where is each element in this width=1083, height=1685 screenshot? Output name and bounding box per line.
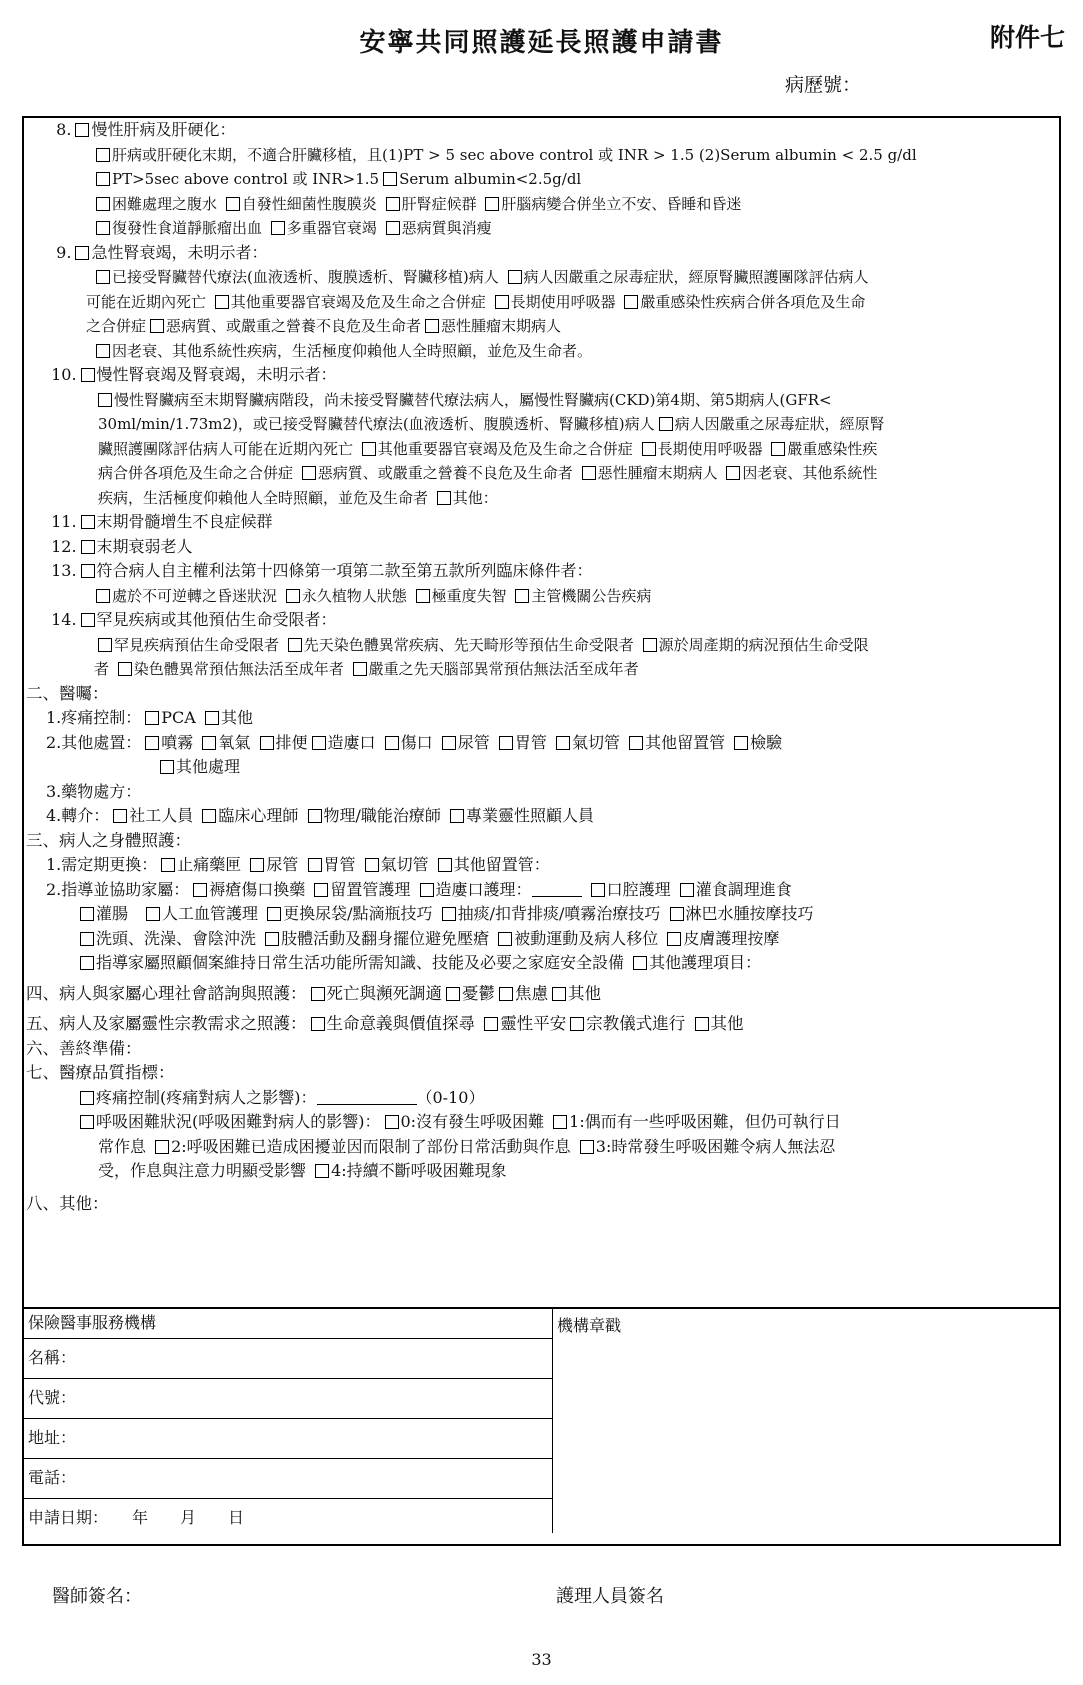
item-13 [26, 559, 1057, 584]
option-label: 專業靈性照顧人員 [466, 806, 595, 825]
item-text: 嚴重感染性疾病合併各項危及生命 [640, 292, 866, 311]
option-label: 其他處理 [176, 757, 241, 776]
checkbox[interactable] [442, 907, 456, 921]
item-10-line-2 [26, 412, 1057, 437]
checkbox[interactable] [499, 987, 513, 1001]
item-title: 末期骨髓增生不良症候群 [96, 512, 273, 531]
option-label: 胃管 [323, 855, 356, 874]
checkbox[interactable] [96, 589, 110, 603]
option-label: 噴霧 [161, 732, 194, 752]
checkbox[interactable] [425, 319, 439, 333]
orders-other-extra [26, 755, 1057, 780]
item-text: 先天染色體異常疾病、先天畸形等預估生命受限者 [303, 635, 634, 654]
item-number: 8. [56, 120, 72, 139]
option-label: 0:沒有發生呼吸困難 [400, 1112, 545, 1131]
body-care-guide-line-4 [26, 951, 1057, 976]
option-label: 造廔口護理： [435, 879, 532, 899]
checkbox[interactable] [450, 809, 464, 823]
field-label: 呼吸困難狀況(呼吸困難對病人的影響)： [96, 1112, 381, 1131]
option-label: 其他 [710, 1014, 744, 1033]
option-label: 死亡與瀕死調適 [326, 983, 442, 1003]
option-label: 被動運動及病人移位 [514, 928, 659, 948]
item-text: 因老衰、其他系統性 [742, 464, 878, 482]
checkbox[interactable] [80, 1115, 94, 1129]
checkbox[interactable] [288, 638, 302, 652]
checkbox[interactable] [353, 662, 367, 676]
option-label: 傷口 [400, 732, 433, 752]
checkbox[interactable] [771, 442, 785, 456]
option-label: 造廔口 [327, 732, 376, 752]
checkbox[interactable] [556, 736, 570, 750]
checkbox[interactable] [80, 932, 94, 946]
option-label: 其他留置管： [453, 855, 550, 874]
checkbox[interactable] [670, 907, 684, 921]
checkbox[interactable] [438, 858, 452, 872]
option-label: 4:持續不斷呼吸困難現象 [331, 1161, 507, 1180]
checkbox[interactable] [386, 221, 400, 235]
item-text: 復發性食道靜脈瘤出血 [112, 219, 263, 237]
item-text: 之合併症 [86, 317, 147, 335]
item-8-line-3 [26, 192, 1057, 217]
item-text: 染色體異常預估無法活至成年者 [133, 660, 344, 678]
checkbox[interactable] [570, 1017, 584, 1031]
option-label: 生命意義與價值探尋 [326, 1014, 475, 1033]
item-text: 極重度失智 [431, 586, 507, 605]
institution-address-field[interactable]: 地址： [24, 1419, 552, 1459]
checkbox[interactable] [81, 613, 95, 627]
item-text: 困難處理之腹水 [112, 194, 218, 213]
checkbox[interactable] [552, 987, 566, 1001]
checkbox[interactable] [80, 907, 94, 921]
item-text: 肝腎症候群 [401, 194, 477, 213]
checkbox[interactable] [193, 883, 207, 897]
item-text: Serum albumin<2.5g/dl [399, 170, 582, 188]
checkbox[interactable] [308, 858, 322, 872]
checkbox[interactable] [311, 1017, 325, 1031]
section-title: 四、病人與家屬心理社會諮詢與照護： [26, 983, 307, 1003]
checkbox[interactable] [202, 809, 216, 823]
item-9 [26, 241, 1057, 266]
option-label: 其他 [220, 708, 253, 727]
item-number: 12. [51, 536, 77, 556]
item-text: 其他重要器官衰竭及危及生命之合併症 [377, 439, 633, 458]
item-text: 處於不可逆轉之昏迷狀況 [112, 586, 278, 605]
item-number: 9. [56, 242, 72, 262]
checkbox[interactable] [582, 466, 596, 480]
checkbox[interactable] [495, 295, 509, 309]
section-others: 八、其他： [26, 1193, 109, 1213]
item-text: 其他： [452, 488, 498, 507]
option-label: 尿管 [266, 855, 299, 874]
item-10-line-3 [26, 437, 1057, 462]
option-label: 物理/職能治療師 [323, 806, 441, 825]
checkbox[interactable] [629, 736, 643, 750]
checkbox[interactable] [642, 442, 656, 456]
checkbox[interactable] [146, 907, 160, 921]
checkbox[interactable] [226, 197, 240, 211]
appendix-label: 附件七 [989, 23, 1065, 52]
item-number: 10. [51, 365, 77, 384]
checkbox[interactable] [726, 466, 740, 480]
item-8 [26, 118, 1057, 143]
checkbox[interactable] [385, 1115, 399, 1129]
option-label: 更換尿袋/點滴瓶技巧 [283, 904, 433, 923]
checkbox[interactable] [508, 270, 522, 284]
item-number: 13. [51, 561, 77, 580]
application-date-field[interactable]: 申請日期： 年 月 日 [28, 1508, 245, 1527]
checkbox[interactable] [267, 907, 281, 921]
checkbox[interactable] [286, 589, 300, 603]
option-label: 排便 [275, 732, 308, 752]
body-care-guide-line-3 [26, 927, 1057, 952]
item-title: 末期衰弱老人 [96, 536, 193, 556]
orders-pain-control [26, 706, 1057, 731]
institution-phone-field[interactable]: 電話： [24, 1459, 552, 1499]
item-text: 長期使用呼吸器 [657, 439, 763, 458]
stoma-care-blank[interactable] [532, 882, 582, 897]
item-text: 多重器官衰竭 [286, 219, 377, 237]
section-orders-title: 二、醫囑： [26, 683, 109, 703]
stamp-label: 機構章戳 [557, 1316, 622, 1335]
checkbox[interactable] [271, 221, 285, 235]
form-frame [22, 116, 1061, 1546]
item-text: 自發性細菌性腹膜炎 [241, 194, 377, 213]
checkbox[interactable] [215, 295, 229, 309]
option-label: 灌食調理進食 [695, 879, 792, 899]
item-10-line-5 [26, 486, 1057, 511]
item-title: 符合病人自主權利法第十四條第一項第二款至第五款所列臨床條件者： [96, 561, 593, 580]
orders-drug-prescription: 3.藥物處方： [46, 781, 142, 801]
institution-name-field[interactable]: 名稱： [24, 1339, 552, 1379]
checkbox[interactable] [365, 858, 379, 872]
checkbox[interactable] [81, 540, 95, 554]
item-text: 臟照護團隊評估病人可能在近期內死亡 [98, 439, 354, 458]
checkbox[interactable] [98, 393, 112, 407]
orders-referral [26, 804, 1057, 829]
item-text: 病人因嚴重之尿毒症狀，經原腎 [674, 415, 885, 433]
field-label: 2.其他處置： [46, 732, 142, 752]
item-text: 因老衰、其他系統性疾病，生活極度仰賴他人全時照顧，並危及生命者。 [112, 341, 593, 360]
option-label: 淋巴水腫按摩技巧 [685, 904, 814, 923]
item-text: 者 [94, 660, 110, 678]
item-text: 惡性腫瘤末期病人 [597, 464, 718, 482]
item-text: 病合併各項危及生命之合併症 [98, 464, 294, 482]
option-label: 止痛藥匣 [177, 855, 242, 874]
checkbox[interactable] [75, 246, 89, 260]
checkbox[interactable] [96, 270, 110, 284]
item-text: 嚴重感染性疾 [787, 439, 878, 458]
checkbox[interactable] [633, 956, 647, 970]
item-9-line-1 [26, 265, 1057, 290]
option-label: 焦慮 [515, 983, 548, 1003]
checkbox[interactable] [308, 809, 322, 823]
checkbox[interactable] [80, 1091, 94, 1105]
item-text: 其他重要器官衰竭及危及生命之合併症 [230, 292, 486, 311]
checkbox[interactable] [81, 368, 95, 382]
checkbox[interactable] [265, 932, 279, 946]
body-care-guide-line-2 [26, 902, 1057, 927]
item-text: 惡病質、或嚴重之營養不良危及生命者 [317, 464, 573, 482]
checkbox[interactable] [315, 1164, 329, 1178]
checkbox[interactable] [75, 123, 89, 137]
option-label: 受，作息與注意力明顯受影響 [98, 1161, 307, 1180]
section-end-of-life-prep: 六、善終準備： [26, 1038, 142, 1058]
checkbox[interactable] [515, 589, 529, 603]
medical-record-number-label: 病歷號： [784, 74, 861, 96]
quality-dyspnea-line-2 [26, 1135, 1057, 1160]
checkbox[interactable] [205, 711, 219, 725]
option-label: 氣切管 [571, 732, 620, 752]
checkbox[interactable] [260, 736, 274, 750]
checkbox[interactable] [386, 197, 400, 211]
option-label: 1:偶而有一些呼吸困難，但仍可執行日 [569, 1112, 841, 1131]
option-label: 3:時常發生呼吸困難令病人無法忍 [595, 1136, 836, 1156]
item-text: 可能在近期內死亡 [86, 292, 207, 311]
institution-header: 保險醫事服務機構 [24, 1309, 552, 1339]
item-text: 惡病質與消瘦 [401, 219, 492, 237]
item-text: PT>5sec above control 或 INR>1.5 [112, 170, 380, 188]
option-label: 指導家屬照顧個案維持日常生活功能所需知識、技能及必要之家庭安全設備 [96, 953, 625, 972]
option-label: 憂鬱 [462, 983, 495, 1003]
item-number: 14. [51, 610, 77, 629]
checkbox[interactable] [311, 987, 325, 1001]
item-9-line-2 [26, 290, 1057, 315]
item-text: 主管機關公告疾病 [531, 586, 652, 605]
option-label: 其他 [568, 983, 601, 1003]
checkbox[interactable] [499, 736, 513, 750]
item-text: 已接受腎臟替代療法(血液透析、腹膜透析、腎臟移植)病人 [112, 268, 499, 286]
option-label: 2:呼吸困難已造成困擾並因而限制了部份日常活動與作息 [171, 1136, 571, 1156]
checkbox[interactable] [695, 1017, 709, 1031]
checkbox[interactable] [96, 172, 110, 186]
field-label: 疼痛控制(疼痛對病人之影響)： [96, 1087, 317, 1107]
checkbox[interactable] [202, 736, 216, 750]
checkbox[interactable] [643, 638, 657, 652]
range-label: （0-10） [416, 1087, 485, 1107]
checkbox[interactable] [155, 1140, 169, 1154]
item-text: 病人因嚴重之尿毒症狀，經原腎臟照護團隊評估病人 [523, 268, 869, 286]
item-14-line-2 [26, 657, 1057, 682]
item-number: 11. [51, 512, 77, 531]
option-label: 臨床心理師 [218, 806, 299, 825]
nurse-signature-label: 護理人員簽名 [556, 1586, 664, 1607]
body-care-replace [26, 853, 1057, 878]
checkbox[interactable] [98, 638, 112, 652]
option-label: 胃管 [514, 732, 547, 752]
checkbox[interactable] [96, 148, 110, 162]
item-text: 肝腦病變合併坐立不安、昏睡和昏迷 [501, 194, 742, 213]
option-label: 肢體活動及翻身擺位避免壓瘡 [281, 928, 490, 948]
item-10 [26, 363, 1057, 388]
checkbox[interactable] [580, 1140, 594, 1154]
checkbox[interactable] [659, 417, 673, 431]
item-10-line-4 [26, 461, 1057, 486]
page-number: 33 [531, 1650, 552, 1669]
item-9-line-4 [26, 339, 1057, 364]
quality-dyspnea-line-1 [26, 1110, 1057, 1135]
item-8-line-1 [26, 143, 1057, 168]
checkbox[interactable] [81, 564, 95, 578]
checkbox[interactable] [362, 442, 376, 456]
pain-score-blank[interactable] [317, 1090, 417, 1105]
item-title: 慢性腎衰竭及腎衰竭，未明示者： [96, 365, 337, 384]
item-11 [26, 510, 1057, 535]
item-text: 嚴重之先天腦部異常預估無法活至成年者 [368, 660, 639, 678]
option-label: 洗頭、洗澡、會陰沖洗 [96, 928, 257, 948]
checkbox[interactable] [314, 883, 328, 897]
section-spiritual [26, 1012, 1057, 1037]
item-text: 惡病質、或嚴重之營養不良危及生命者 [166, 317, 422, 335]
item-8-line-4 [26, 216, 1057, 241]
section-quality-indicators: 七、醫療品質指標： [26, 1063, 175, 1082]
checkbox[interactable] [553, 1115, 567, 1129]
checkbox[interactable] [81, 515, 95, 529]
checkbox[interactable] [118, 662, 132, 676]
option-label: 其他護理項目： [649, 953, 762, 972]
item-14 [26, 608, 1057, 633]
checkbox[interactable] [302, 466, 316, 480]
option-label: 氧氣 [218, 732, 251, 752]
item-title: 慢性肝病及肝硬化： [91, 120, 236, 139]
item-text: 慢性腎臟病至末期腎臟病階段，尚未接受腎臟替代療法病人，屬慢性腎臟病(CKD)第4期、第5期病人(GFR< [114, 390, 832, 409]
checkbox[interactable] [96, 221, 110, 235]
field-label: 4.轉介： [46, 806, 110, 825]
institution-table [24, 1307, 1059, 1539]
checkbox[interactable] [498, 932, 512, 946]
checkbox[interactable] [485, 197, 499, 211]
item-13-options [26, 584, 1057, 609]
field-label: 2.指導並協助家屬： [46, 879, 190, 899]
checkbox[interactable] [484, 1017, 498, 1031]
option-label: 檢驗 [750, 732, 783, 752]
item-12 [26, 535, 1057, 560]
item-9-line-3 [26, 314, 1057, 339]
checkbox[interactable] [416, 589, 430, 603]
checkbox[interactable] [113, 809, 127, 823]
checkbox[interactable] [442, 736, 456, 750]
option-label: 皮膚護理按摩 [683, 928, 780, 948]
item-text: 源於周產期的病況預估生命受限 [658, 635, 869, 654]
item-title: 急性腎衰竭，未明示者： [91, 242, 268, 262]
field-label: 1.疼痛控制： [46, 708, 142, 727]
section-psychosocial [26, 982, 1057, 1007]
item-8-line-2 [26, 167, 1057, 192]
option-label: 人工血管護理 [162, 904, 259, 923]
checkbox[interactable] [250, 858, 264, 872]
option-label: 常作息 [98, 1136, 147, 1156]
item-text: 永久植物人狀態 [301, 586, 407, 605]
quality-dyspnea-line-3 [26, 1159, 1057, 1184]
checkbox[interactable] [96, 197, 110, 211]
checkbox[interactable] [96, 344, 110, 358]
checkbox[interactable] [437, 491, 451, 505]
option-label: 口腔護理 [606, 879, 671, 899]
checkbox[interactable] [624, 295, 638, 309]
item-text: 疾病，生活極度仰賴他人全時照顧，並危及生命者 [98, 488, 429, 507]
option-label: 其他留置管 [645, 732, 726, 752]
checkbox[interactable] [667, 932, 681, 946]
checkbox[interactable] [385, 736, 399, 750]
option-label: PCA [161, 708, 196, 727]
checkbox[interactable] [80, 956, 94, 970]
section-title: 五、病人及家屬靈性宗教需求之照護： [26, 1014, 307, 1033]
doctor-signature-label: 醫師簽名： [52, 1586, 142, 1607]
quality-pain-control [26, 1086, 1057, 1111]
item-text: 惡性腫瘤末期病人 [441, 317, 562, 335]
item-14-line-1 [26, 633, 1057, 658]
checkbox[interactable] [680, 883, 694, 897]
item-text: 肝病或肝硬化末期，不適合肝臟移植，且(1)PT > 5 sec above control 或 INR > 1.5 (2)Serum albumin < 2.5 g/dl [112, 145, 917, 164]
option-label: 靈性平安 [500, 1014, 567, 1033]
institution-code-field[interactable]: 代號： [24, 1379, 552, 1419]
checkbox[interactable] [150, 319, 164, 333]
item-text: 30ml/min/1.73m2)，或已接受腎臟替代療法(血液透析、腹膜透析、腎臟移植)病人 [98, 415, 655, 433]
checkbox[interactable] [161, 858, 175, 872]
option-label: 留置管護理 [330, 879, 411, 899]
checkbox[interactable] [591, 883, 605, 897]
section-body-care-title: 三、病人之身體照護： [26, 830, 191, 850]
checkbox[interactable] [312, 736, 326, 750]
option-label: 宗教儀式進行 [586, 1014, 686, 1033]
checkbox[interactable] [446, 987, 460, 1001]
item-title: 罕見疾病或其他預估生命受限者： [96, 610, 337, 629]
form-content [26, 118, 1057, 1216]
body-care-guide-line-1 [26, 878, 1057, 903]
item-text: 罕見疾病預估生命受限者 [114, 635, 280, 654]
checkbox[interactable] [383, 172, 397, 186]
checkbox[interactable] [145, 736, 159, 750]
option-label: 氣切管 [380, 855, 429, 874]
checkbox[interactable] [420, 883, 434, 897]
checkbox[interactable] [734, 736, 748, 750]
item-10-line-1 [26, 388, 1057, 413]
checkbox[interactable] [160, 760, 174, 774]
field-label: 1.需定期更換： [46, 855, 158, 874]
institution-stamp-area [552, 1309, 1059, 1533]
option-label: 抽痰/扣背排痰/噴霧治療技巧 [457, 904, 661, 923]
form-title: 安寧共同照護延長照護申請書 [359, 28, 724, 58]
option-label: 褥瘡傷口換藥 [209, 879, 306, 899]
option-label: 灌腸 [96, 904, 129, 923]
checkbox[interactable] [145, 711, 159, 725]
option-label: 尿管 [457, 732, 490, 752]
item-text: 長期使用呼吸器 [510, 292, 616, 311]
orders-other-treatment [26, 731, 1057, 756]
option-label: 社工人員 [129, 806, 194, 825]
